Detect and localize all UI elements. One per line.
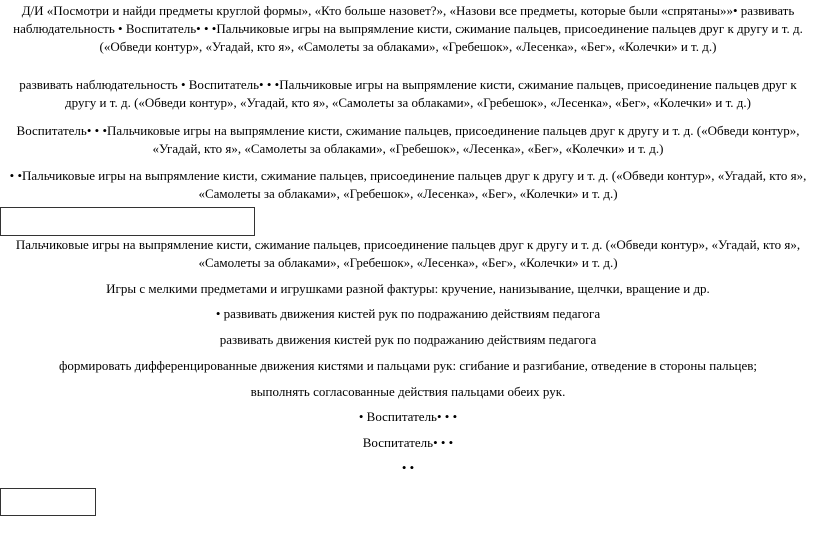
paragraph-game-list-full: Д/И «Посмотри и найди предметы круглой формы», «Кто больше назовет?», «Назови все предметы, которые были «спрятаны»»• развивать наблюдательность • Воспитатель• • •Пальчиковые игры на выпрямление кисти, сжимание пальцев, присоединение пальцев друг к другу и т. д. («Обведи контур», «Угадай, кто я», «Самолеты за облаками», «Гребешок», «Лесенка», «Бег», «Колечки» и т. д.) — [13, 3, 803, 54]
paragraph-teacher-bullets-2: Воспитатель• • • — [362, 435, 454, 450]
paragraph-finger-games-bullets: • •Пальчиковые игры на выпрямление кисти, сжимание пальцев, присоединение пальцев друг к другу и т. д. («Обведи контур», «Угадай, кто я», «Самолеты за облаками», «Гребешок», «Лесенка», «Бег», «Колечки» и т. д.) — [9, 168, 807, 201]
paragraph-hand-movements: развивать движения кистей рук по подражанию действиям педагога — [219, 332, 597, 347]
paragraph-differentiated-movements: формировать дифференцированные движения кистями и пальцами рук: сгибание и разгибание, отведение в стороны пальцев; — [58, 358, 758, 373]
paragraph-hand-movements-bullet: • развивать движения кистей рук по подражанию действиям педагога — [215, 306, 601, 321]
paragraph-finger-games: Пальчиковые игры на выпрямление кисти, сжимание пальцев, присоединение пальцев друг к другу и т. д. («Обведи контур», «Угадай, кто я», «Самолеты за облаками», «Гребешок», «Лесенка», «Бег», «Колечки» и т. д.) — [15, 237, 801, 270]
paragraph-small-objects-games: Игры с мелкими предметами и игрушками разной фактуры: кручение, нанизывание, щелчки, вращение и др. — [106, 281, 710, 296]
paragraph-bullets-only: • • — [401, 460, 415, 475]
paragraph-teacher-bullets-1: • Воспитатель• • • — [358, 409, 458, 424]
paragraph-teacher-finger-games: Воспитатель• • •Пальчиковые игры на выпрямление кисти, сжимание пальцев, присоединение пальцев друг к другу и т. д. («Обведи контур», «Угадай, кто я», «Самолеты за облаками», «Гребешок», «Лесенка», «Бег», «Колечки» и т. д.) — [16, 123, 800, 156]
empty-text-box-top — [0, 207, 255, 236]
empty-text-box-bottom — [0, 488, 96, 516]
paragraph-observation-skills: развивать наблюдательность • Воспитатель• • •Пальчиковые игры на выпрямление кисти, сжимание пальцев, присоединение пальцев друг к другу и т. д. («Обведи контур», «Угадай, кто я», «Самолеты за облаками», «Гребешок», «Лесенка», «Бег», «Колечки» и т. д.) — [19, 77, 797, 110]
paragraph-coordinated-actions: выполнять согласованные действия пальцами обеих рук. — [250, 384, 566, 399]
